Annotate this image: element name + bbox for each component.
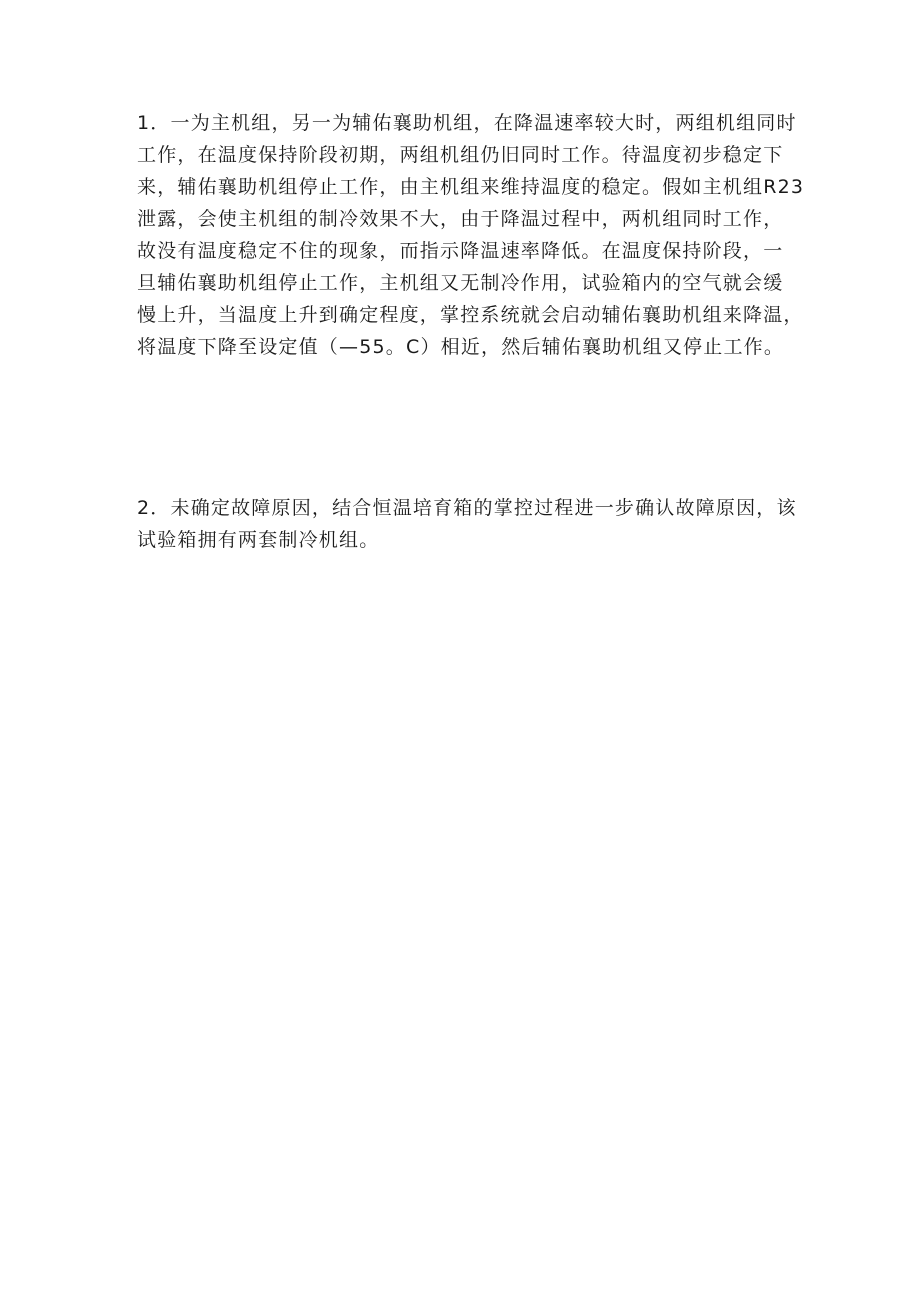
paragraph-line: 泄露，会使主机组的制冷效果不大，由于降温过程中，两机组同时工作， xyxy=(137,208,784,230)
paragraph-1 xyxy=(137,107,805,363)
paragraph-line: 旦辅佑襄助机组停止工作，主机组又无制冷作用，试验箱内的空气就会缓 xyxy=(137,272,784,294)
paragraph-line: 故没有温度稳定不住的现象，而指示降温速率降低。在温度保持阶段，一 xyxy=(137,240,784,262)
paragraph-line: 1．一为主机组，另一为辅佑襄助机组，在降温速率较大时，两组机组同时 xyxy=(137,112,797,134)
paragraph-line: 将温度下降至设定值（—55。C）相近，然后辅佑襄助机组又停止工作。 xyxy=(137,336,785,358)
paragraph-line: 来，辅佑襄助机组停止工作，由主机组来维持温度的稳定。假如主机组R23 xyxy=(137,176,805,198)
paragraph-line: 2．未确定故障原因，结合恒温培育箱的掌控过程进一步确认故障原因，该 xyxy=(137,497,797,519)
paragraph-line: 慢上升，当温度上升到确定程度，掌控系统就会启动辅佑襄助机组来降温， xyxy=(137,304,804,326)
paragraph-2 xyxy=(137,492,797,556)
paragraph-line: 试验箱拥有两套制冷机组。 xyxy=(137,529,380,551)
paragraph-line: 工作，在温度保持阶段初期，两组机组仍旧同时工作。待温度初步稳定下 xyxy=(137,144,784,166)
